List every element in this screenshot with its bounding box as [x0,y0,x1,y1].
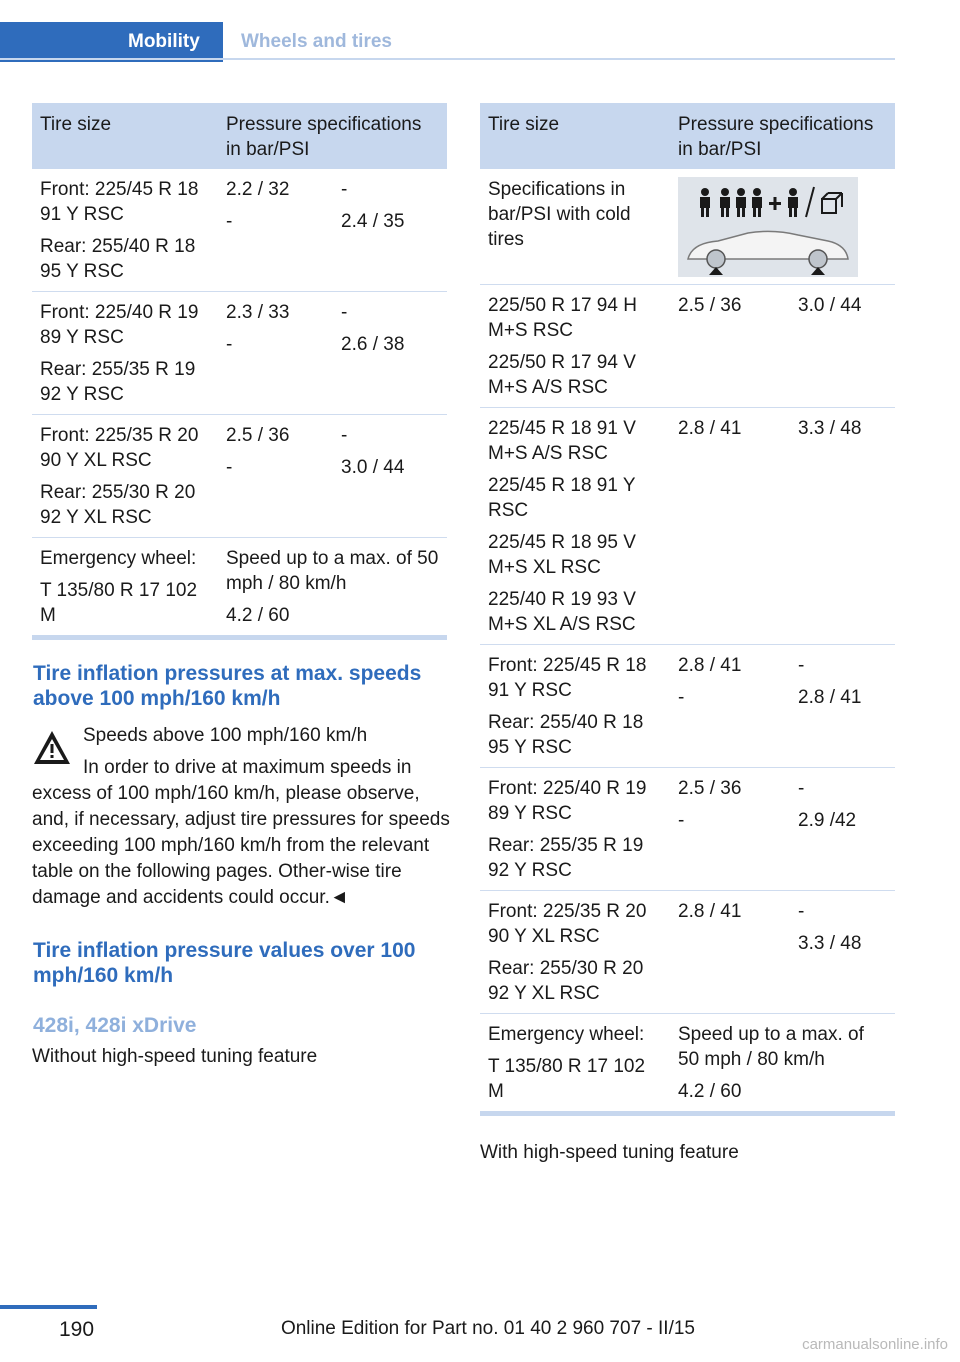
tire-size-rear: Rear: 255/40 R 18 95 Y RSC [40,236,196,282]
page-number: 190 [59,1318,95,1341]
tire-size-rear: Rear: 255/35 R 19 92 Y RSC [40,359,196,405]
table-row [480,891,895,1014]
table-row [32,415,447,538]
without-tuning-text: Without high-speed tuning feature [32,1046,318,1067]
col-pressure: Pressure specifications in bar/PSI [670,103,895,169]
edition-text: Online Edition for Part no. 01 40 2 960 707 - II/15 [280,1318,695,1339]
pressure-value: - [341,179,348,200]
pressure-value: 2.6 / 38 [341,334,405,355]
tire-size-rear: Rear: 255/40 R 18 95 Y RSC [488,712,644,758]
tire-size-rear: Rear: 255/30 R 20 92 Y XL RSC [488,958,644,1004]
pressure-value: - [341,302,348,323]
right-pressure-table [480,103,895,1116]
emergency-speed: Speed up to a max. of 50 mph / 80 km/h [678,1024,864,1070]
emergency-size: T 135/80 R 17 102 M [40,580,198,626]
emergency-speed: Speed up to a max. of 50 mph / 80 km/h [226,548,439,594]
table-row-emergency [480,1014,895,1114]
pressure-value: - [678,810,685,831]
heading-pressure-values: Tire inflation pressure values over 100 mph/160 km/h [33,939,416,987]
tire-size: 225/50 R 17 94 H M+S RSC [488,295,637,341]
pressure-value: 2.8 / 41 [678,901,742,922]
tire-size-front: Front: 225/45 R 18 91 Y RSC [40,179,199,225]
table-header-row [480,103,895,169]
tire-size-front: Front: 225/35 R 20 90 Y XL RSC [488,901,647,947]
pressure-value: - [678,687,685,708]
col-pressure: Pressure specifications in bar/PSI [218,103,447,169]
emergency-label: Emergency wheel: [488,1024,645,1045]
pressure-value: 2.5 / 36 [678,778,742,799]
pressure-value: 2.4 / 35 [341,211,405,232]
warning-title: Speeds above 100 mph/160 km/h [83,725,368,746]
pressure-value: 2.3 / 33 [226,302,290,323]
tire-size: 225/45 R 18 91 V M+S A/S RSC [488,418,636,464]
model-heading: 428i, 428i xDrive [33,1014,197,1037]
tire-size-front: Front: 225/35 R 20 90 Y XL RSC [40,425,199,471]
pressure-value: - [226,211,233,232]
section-label: Mobility [128,31,200,52]
table-row-emergency [32,538,447,638]
left-pressure-table [32,103,447,640]
with-tuning-text: With high-speed tuning feature [480,1142,739,1163]
pressure-value: 2.8 / 41 [678,655,742,676]
header-rule [0,58,895,60]
tire-size-front: Front: 225/45 R 18 91 Y RSC [488,655,647,701]
pressure-value: 2.5 / 36 [226,425,290,446]
table-header-row [32,103,447,169]
col-tire-size: Tire size [32,103,218,169]
tire-size-rear: Rear: 255/30 R 20 92 Y XL RSC [40,482,196,528]
pressure-value: 2.8 / 41 [798,687,862,708]
table-row [32,169,447,292]
tab-wheels-and-tires[interactable] [241,31,392,53]
emergency-pressure: 4.2 / 60 [678,1081,742,1102]
load-pictogram-icon [678,177,858,277]
table-row [480,768,895,891]
tire-size: 225/45 R 18 91 Y RSC [488,475,636,521]
spec-label: Specifications in bar/PSI with cold tires [488,179,631,250]
pressure-value: 2.2 / 32 [226,179,290,200]
pressure-value: 3.3 / 48 [798,418,862,439]
pressure-value: 2.8 / 41 [678,418,742,439]
tab-mobility[interactable] [0,22,223,62]
emergency-label: Emergency wheel: [40,548,197,569]
table-row [480,285,895,408]
tire-size-rear: Rear: 255/35 R 19 92 Y RSC [488,835,644,881]
tire-size: 225/45 R 18 95 V M+S XL RSC [488,532,636,578]
tire-size-front: Front: 225/40 R 19 89 Y RSC [40,302,199,348]
emergency-pressure: 4.2 / 60 [226,605,290,626]
tire-size-front: Front: 225/40 R 19 89 Y RSC [488,778,647,824]
pressure-value: - [341,425,348,446]
emergency-size: T 135/80 R 17 102 M [488,1056,646,1102]
heading-max-speed-pressures: Tire inflation pressures at max. speeds above 100 mph/160 km/h [33,662,422,710]
pressure-value: 3.0 / 44 [341,457,405,478]
table-row [480,408,895,645]
tire-size: 225/50 R 17 94 V M+S A/S RSC [488,352,636,398]
pressure-value: 3.3 / 48 [798,933,862,954]
pressure-value: 3.0 / 44 [798,295,862,316]
pressure-value: - [226,334,233,355]
table-row-spec [480,169,895,285]
pressure-value: - [798,655,805,676]
watermark: carmanualsonline.info [802,1336,948,1353]
table-row [480,645,895,768]
page-header [0,22,895,60]
pressure-value: - [798,901,805,922]
warning-text: In order to drive at maximum speeds in excess of 100 mph/160 km/h, please observe, and, if necessary, adjust tire pressures for speeds exceeding 100 mph/160 km/h from the relevant table on the following pages. Other-wise tire damage and accidents could occur.◄ [32,757,450,908]
footer-rule [0,1305,97,1309]
pressure-value: 2.5 / 36 [678,295,742,316]
col-tire-size: Tire size [480,103,670,169]
pressure-value: - [798,778,805,799]
table-row [32,292,447,415]
subsection-label: Wheels and tires [241,31,392,52]
pressure-value: - [226,457,233,478]
tire-size: 225/40 R 19 93 V M+S XL A/S RSC [488,589,636,635]
pressure-value: 2.9 /42 [798,810,857,831]
